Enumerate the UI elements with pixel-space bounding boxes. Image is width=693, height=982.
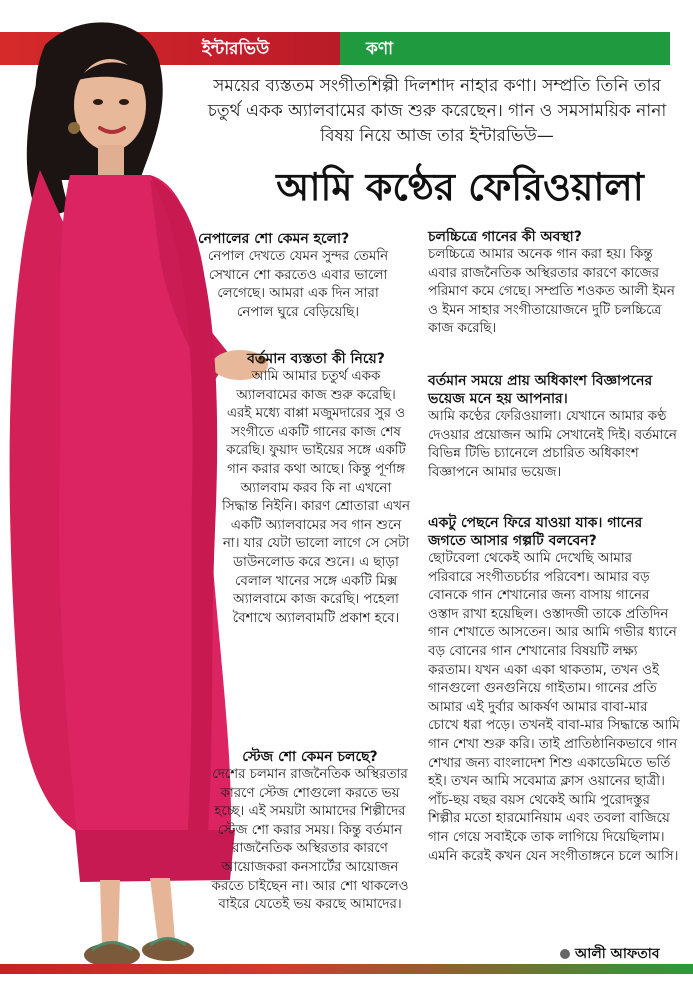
left-qa-3 (210, 748, 410, 915)
question: বর্তমান ব্যস্ততা কী নিয়ে? (247, 351, 385, 367)
answer: আমি কণ্ঠের ফেরিওয়ালা। যেখানে আমার কণ্ঠ দেওয়ার প্রয়োজন আমি সেখানেই দিই। বর্তমানে বিভিন্ন টিভি চ্যানেলে প্রচারিত অধিকাংশ বিজ্ঞাপনে আমার ভয়েজ। (428, 409, 677, 480)
answer: নেপাল দেখতে যেমন সুন্দর তেমনি সেখানে শো করতেও এবার ভালো লেগেছে। আমরা এক দিন সারা নেপাল ঘুরে বেড়িয়েছি। (207, 249, 389, 320)
intro-text: সময়ের ব্যস্ততম সংগীতশিল্পী দিলশাদ নাহার কণা। সম্প্রতি তিনি তার চতুর্থ একক অ্যালবামের কাজ শুরু করেছেন। গান ও সমসাময়িক নানা বিষয় নিয়ে আজ তার ইন্টারভিউ— (207, 76, 667, 146)
interviewee-name: কণা (366, 39, 394, 59)
right-qa-2 (428, 372, 680, 482)
left-qa-1 (198, 230, 398, 322)
author-name: আলী আফতাব (575, 946, 660, 962)
headline: আমি কণ্ঠের ফেরিওয়ালা (276, 165, 644, 209)
answer: দেশের চলমান রাজনৈতিক অস্থিরতার কারণে স্টেজ শোগুলো করতে ভয় হচ্ছে। এই সময়টা আমাদের শিল্পীদের স্টেজ শো করার সময়। কিন্তু বর্তমান রাজনৈতিক অস্থিরতার কারণে আয়োজকরা কনসার্টের আয়োজন করতে চাইছেন না। আর শো থাকলেও বাইরে যেতেই ভয় করছে আমাদের। (211, 767, 409, 913)
bottom-color-bar (0, 964, 693, 974)
right-qa-3 (428, 514, 680, 866)
byline (560, 942, 660, 966)
section-label: ইন্টারভিউ (202, 39, 270, 59)
previous-page-strip (0, 0, 693, 8)
answer: চলচ্চিত্রে আমার অনেক গান করা হয়। কিন্তু এবার রাজনৈতিক অস্থিরতার কারণে কাজের পরিমাণ কমে গেছে। সম্প্রতি শওকত আলী ইমন ও ইমন সাহার সংগীতায়োজনে দুটি চলচ্চিত্রে কাজ করেছি। (428, 247, 675, 337)
question: নেপালের শো কেমন হলো? (198, 231, 350, 247)
answer: ছোটবেলা থেকেই আমি দেখেছি আমার পরিবারে সংগীতচর্চার পরিবেশ। আমার বড় বোনকে গান শেখানোর জন্য বাসায় গানের ওস্তাদ রাখা হয়েছিল। ওস্তাদজী তাকে প্রতিদিন গান শেখাতে আসতেন। আর আমি গভীর ধ্যানে বড় বোনের গান শেখানোর বিষয়টি লক্ষ্য করতাম। যখন একা একা থাকতাম, তখন ওই গানগুলো গুনগুনিয়ে গাইতাম। গানের প্রতি আমার এই দুর্বার আকর্ষণ আমার বাবা-মার চোখে ধরা পড়ে। তখনই বাবা-মার সিদ্ধান্তে আমি গান শেখা শুরু করি। তাই প্রাতিষ্ঠানিকভাবে গান শেখার জন্য বাংলাদেশ শিশু একাডেমিতে ভর্তি হই। তখন আমি সবেমাত্র ক্লাস ওয়ানের ছাত্রী। পাঁচ-ছয় বছর বয়স থেকেই আমি পুরোদস্তুর শিল্পীর মতো হারমোনিয়াম এবং তবলা বাজিয়ে গান গেয়ে সবাইকে তাক লাগিয়ে দিয়েছিলাম। এমনি করেই কখন যেন সংগীতাঙ্গনে চলে আসি। (428, 551, 680, 864)
question: একটু পেছনে ফিরে যাওয়া যাক। গানের জগতে আসার গল্পটি বলবেন? (428, 515, 643, 549)
right-qa-1 (428, 228, 680, 339)
answer: আমি আমার চতুর্থ একক অ্যালবামের কাজ শুরু করেছি। এরই মধ্যে বাপ্পা মজুমদারের সুর ও সংগীতে একটি গানের কাজ শেষ করেছি। ফুয়াদ ভাইয়ের সঙ্গে একটি গান করার কথা আছে। কিন্তু পূর্ণাঙ্গ অ্যালবাম করব কি না এখনো সিদ্ধান্ত নিইনি। কারণ শ্রোতারা এখন একটি অ্যালবামের সব গান শুনে না। যার যেটা ভালো লাগে সে সেটা ডাউনলোড করে শুনে। এ ছাড়া বেলাল খানের সঙ্গে একটি মিক্স অ্যালবামে কাজ করেছি। পহেলা বৈশাখে অ্যালবামটি প্রকাশ হবে। (222, 369, 410, 626)
bullet-icon (560, 949, 570, 959)
question: বর্তমান সময়ে প্রায় অধিকাংশ বিজ্ঞাপনের ভয়েজ মনে হয় আপনার। (428, 373, 653, 407)
left-qa-2 (222, 350, 410, 628)
question: স্টেজ শো কেমন চলছে? (242, 749, 378, 765)
question: চলচ্চিত্রে গানের কী অবস্থা? (428, 229, 582, 245)
